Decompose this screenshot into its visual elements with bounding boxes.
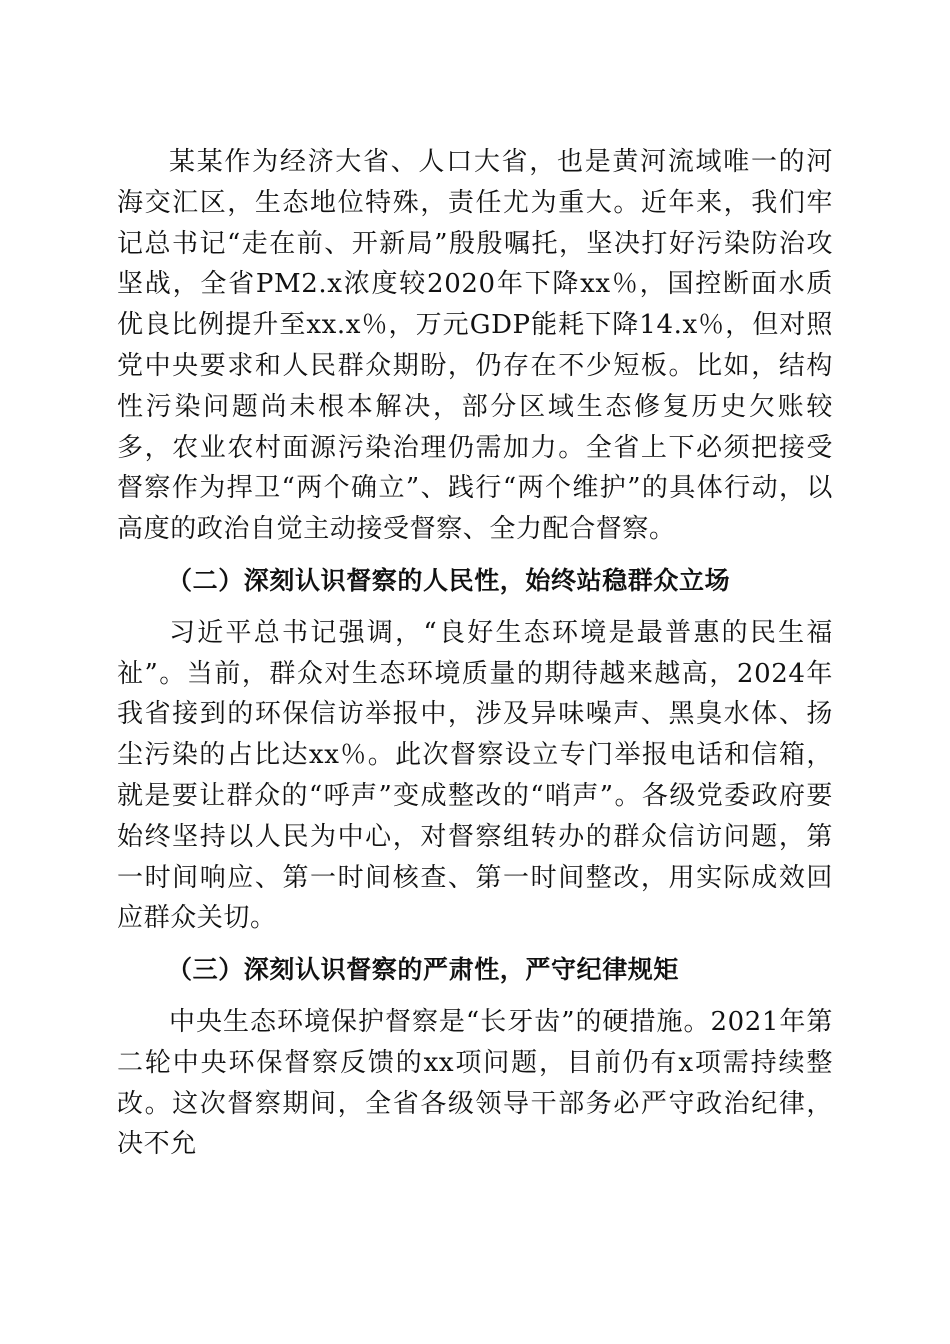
paragraph-discipline: 中央生态环境保护督察是“长牙齿”的硬措施。2021年第二轮中央环保督察反馈的xx项问题，目前仍有x项需持续整改。这次督察期间，全省各级领导干部务必严守政治纪律，决不允 — [117, 1006, 833, 1160]
document-page — [117, 142, 833, 1165]
section-heading-discipline: （三）深刻认识督察的严肃性，严守纪律规矩 — [167, 955, 680, 985]
section-heading-people-oriented: （二）深刻认识督察的人民性，始终站稳群众立场 — [167, 565, 731, 595]
paragraph-provincial-responsibility: 某某作为经济大省、人口大省，也是黄河流域唯一的河海交汇区，生态地位特殊，责任尤为重大。近年来，我们牢记总书记“走在前、开新局”殷殷嘱托，坚决打好污染防治攻坚战，全省PM2.x浓度较2020年下降xx％，国控断面水质优良比例提升至xx.x％，万元GDP能耗下降14.x％，但对照党中央要求和人民群众期盼，仍存在不少短板。比如，结构性污染问题尚未根本解决，部分区域生态修复历史欠账较多，农业农村面源污染治理仍需加力。全省上下必须把接受督察作为捍卫“两个确立”、践行“两个维护”的具体行动，以高度的政治自觉主动接受督察、全力配合督察。 — [117, 147, 833, 545]
paragraph-people-oriented: 习近平总书记强调，“良好生态环境是最普惠的民生福祉”。当前，群众对生态环境质量的期待越来越高，2024年我省接到的环保信访举报中，涉及异味噪声、黑臭水体、扬尘污染的占比达xx％。此次督察设立专门举报电话和信箱，就是要让群众的“呼声”变成整改的“哨声”。各级党委政府要始终坚持以人民为中心，对督察组转办的群众信访问题，第一时间响应、第一时间核查、第一时间整改，用实际成效回应群众关切。 — [117, 617, 833, 934]
